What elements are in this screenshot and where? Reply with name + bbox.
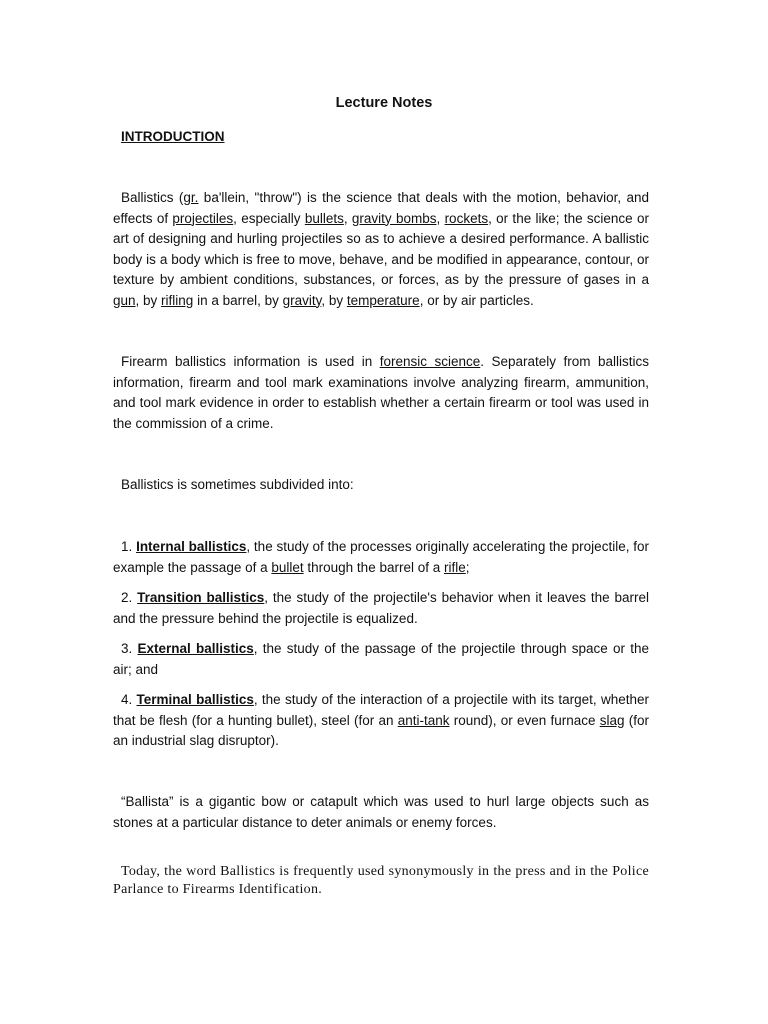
- paragraph-ballista: “Ballista” is a gigantic bow or catapult which was used to hurl large objects such as stones at a particular distance to deter animals or enemy forces.: [113, 794, 649, 830]
- list-item-transition-ballistics: 2. Transition ballistics, the study of the projectile's behavior when it leaves the barrel and the pressure behind the projectile is equalized.: [113, 590, 649, 626]
- link-gravity-bombs[interactable]: gravity bombs: [351, 210, 437, 226]
- paragraph-firearm-ballistics: Firearm ballistics information is used in forensic science. Separately from ballistics information, firearm and tool mark examinations involve analyzing firearm, ammunition, and tool mark evidence in order to establish whether a certain firearm or tool was used in the commission of a crime.: [113, 354, 649, 431]
- link-rockets[interactable]: rockets: [444, 210, 489, 226]
- link-gun[interactable]: gun: [113, 292, 136, 308]
- term-terminal-ballistics[interactable]: Terminal ballistics: [136, 692, 254, 707]
- link-rifle[interactable]: rifle: [443, 559, 466, 575]
- link-gravity[interactable]: gravity: [282, 292, 322, 308]
- paragraph-today: Today, the word Ballistics is frequently used synonymously in the press and in the Police Parlance to Firearms Identification.: [113, 864, 649, 897]
- section-heading: INTRODUCTION: [121, 129, 225, 144]
- term-internal-ballistics[interactable]: Internal ballistics: [136, 539, 247, 554]
- link-forensic-science[interactable]: forensic science: [379, 354, 481, 369]
- term-external-ballistics[interactable]: External ballistics: [137, 641, 254, 656]
- term-transition-ballistics[interactable]: Transition ballistics: [137, 590, 265, 605]
- link-rifling[interactable]: rifling: [161, 292, 194, 308]
- paragraph-subdivided: Ballistics is sometimes subdivided into:: [121, 477, 354, 492]
- link-bullets[interactable]: bullets: [304, 210, 344, 226]
- link-projectiles[interactable]: projectiles: [172, 210, 234, 226]
- link-temperature[interactable]: temperature: [346, 292, 420, 308]
- link-gr[interactable]: gr.: [183, 190, 199, 205]
- page-title: Lecture Notes: [335, 95, 433, 111]
- list-item-terminal-ballistics: 4. Terminal ballistics, the study of the interaction of a projectile with its target, whether that be flesh (for a hunting bullet), steel (for an anti-tank round), or even furnace slag (for an industrial slag disruptor).: [113, 692, 649, 748]
- link-bullet[interactable]: bullet: [271, 559, 304, 575]
- paragraph-ballistics-definition: Ballistics (gr. ba'llein, "throw") is the science that deals with the motion, behavior, and effects of projectiles, especially bullets, gravity bombs, rockets, or the like; the science or art of designing and hurling projectiles so as to achieve a desired performance. A ballistic body is a body which is free to move, behave, and be modified in appearance, contour, or texture by ambient conditions, substances, or forces, as by the pressure of gases in a gun, by rifling in a barrel, by gravity, by temperature, or by air particles.: [113, 190, 649, 308]
- list-item-external-ballistics: 3. External ballistics, the study of the passage of the projectile through space or the air; and: [113, 641, 649, 677]
- link-anti-tank[interactable]: anti-tank: [397, 712, 450, 728]
- list-item-internal-ballistics: 1. Internal ballistics, the study of the processes originally accelerating the projectile, for example the passage of a bullet through the barrel of a rifle;: [113, 539, 649, 575]
- link-slag[interactable]: slag: [599, 712, 625, 728]
